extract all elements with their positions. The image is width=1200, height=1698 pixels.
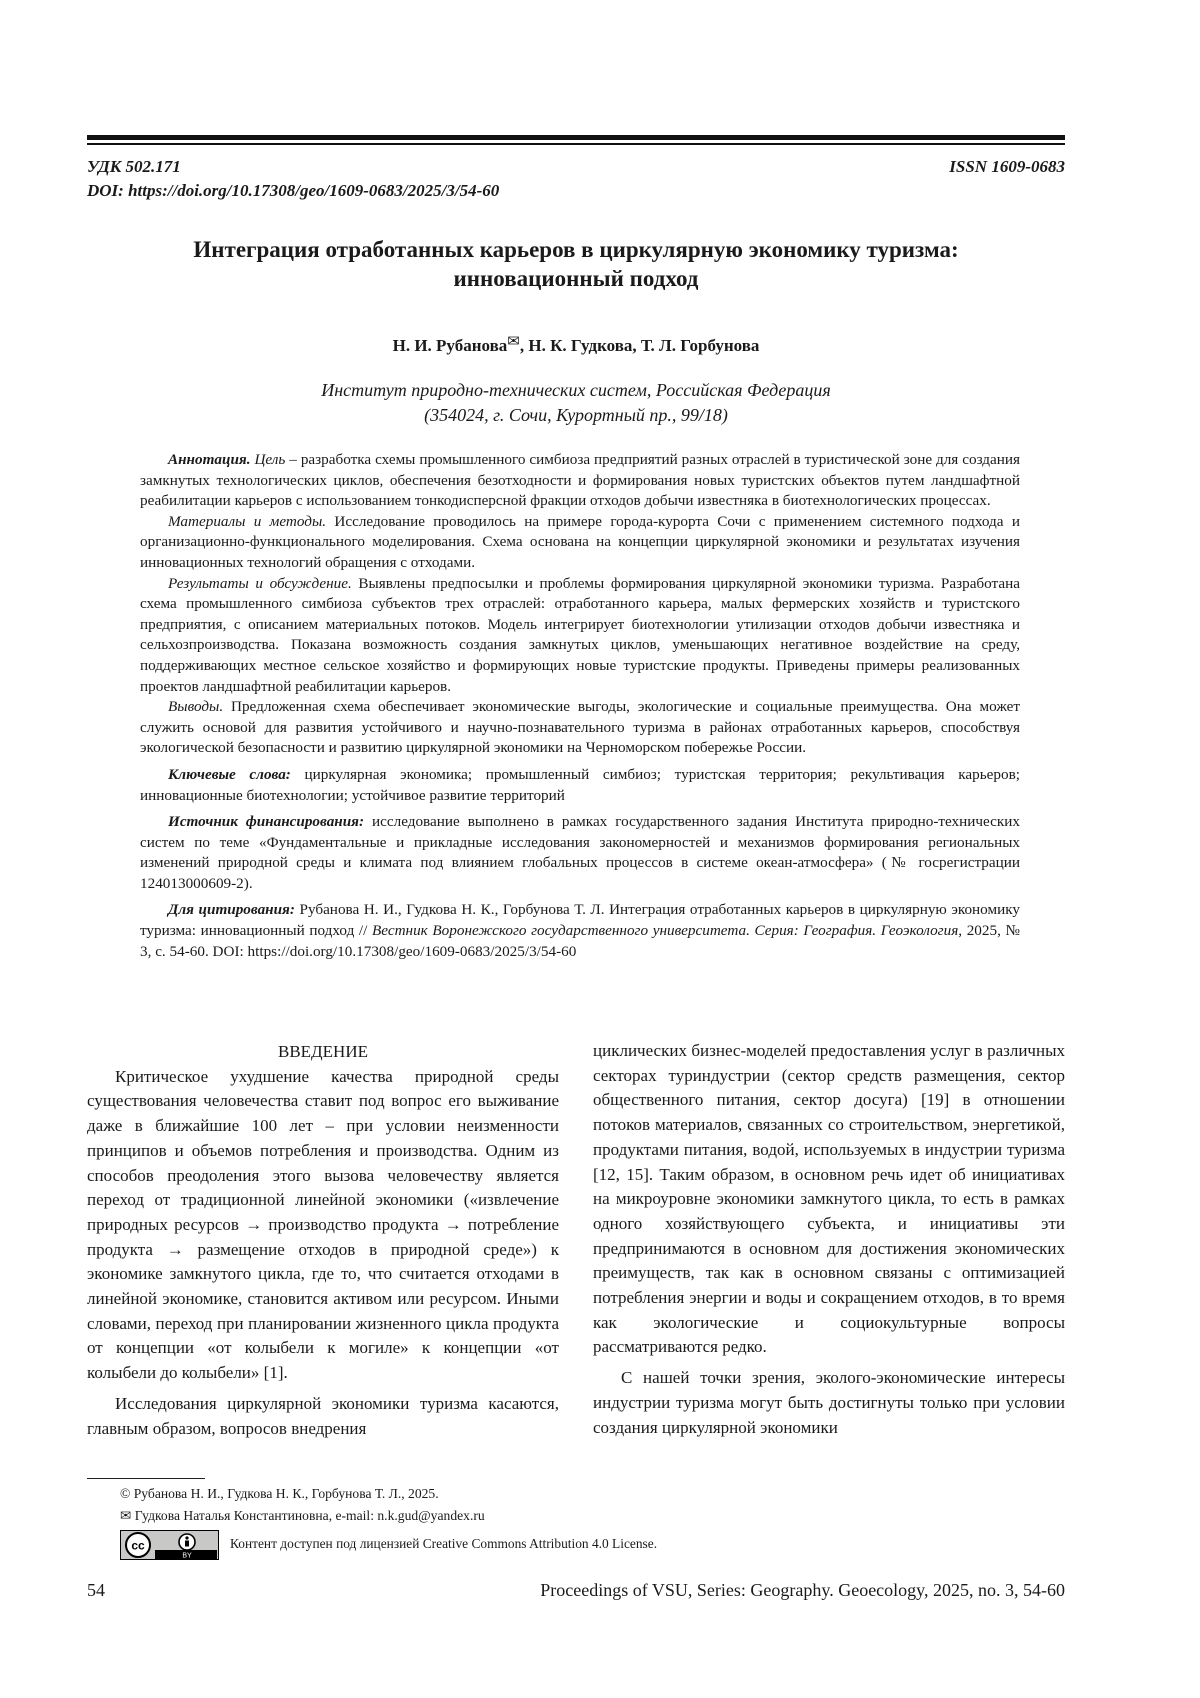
methods-label: Материалы и методы. (168, 513, 326, 530)
doi: DOI: https://doi.org/10.17308/geo/1609-0683/2025/3/54-60 (87, 179, 499, 203)
abstract-label: Аннотация. (168, 451, 251, 468)
body-paragraph: С нашей точки зрения, эколого-экономические интересы индустрии туризма могут быть достигнуты только при условии создания циркулярной экономики (593, 1366, 1065, 1440)
keywords-label: Ключевые слова: (168, 766, 291, 783)
copyright-note: © Рубанова Н. И., Гудкова Н. К., Горбунова Т. Л., 2025. (120, 1483, 485, 1505)
conclusions-label: Выводы. (168, 698, 223, 715)
footnote-rule (87, 1478, 205, 1479)
results-label: Результаты и обсуждение. (168, 575, 352, 592)
keywords (140, 765, 1020, 806)
goal-label: Цель (254, 451, 285, 468)
contact-note (120, 1505, 485, 1527)
citation-label: Для цитирования: (168, 901, 295, 918)
body-paragraph: Критическое ухудшение качества природной среды существования человечества ставит под вопрос его выживание даже в ближайшие 100 лет – при условии неизменности принципов и объемов потребления и производства. Одним из способов преодоления этого вызова человечеству является переход от традиционной линейной экономики («извлечение природных ресурсов → производство продукта → потребление продукта → размещение отходов в природной среде») к экономике замкнутого цикла, где то, что считается отходами в линейной экономике, становится активом или ресурсом. Иными словами, переход при планировании жизненного цикла продукта от концепции «от колыбели к могиле» к концепции «от колыбели до колыбели» [1]. (87, 1065, 559, 1386)
abstract-methods (140, 512, 1020, 574)
goal-text: – разработка схемы промышленного симбиоза предприятий разных отраслей в туристической зоне для создания замкнутых технологических циклов, обеспечения безотходности и формирования новых туристских объектов путем ландшафтной реабилитации карьеров с использованием тонкодисперсной фракции отходов добычи известняка в биотехнологических процессах. (140, 451, 1020, 509)
cc-badge-graphic (121, 1531, 218, 1559)
results-text: Выявлены предпосылки и проблемы формирования циркулярной экономики туризма. Разработана схема промышленного симбиоза субъектов трех отраслей: отработанного карьера, малых фермерских хозяйств и туристского предприятия, с описанием материальных потоков. Модель интегрирует биотехнологии утилизации отходов добычи известняка и сельхозпроизводства. Показана возможность создания замкнутых циклов, уменьшающих негативное воздействие на среду, поддерживающих местное сельское хозяйство и формирующих новые туристские продукты. Приведены примеры реализованных проектов ландшафтной реабилитации карьеров. (140, 575, 1020, 695)
conclusions-text: Предложенная схема обеспечивает экономические выгоды, экологические и социальные преимущества. Она может служить основой для развития устойчивого и научно-познавательного туризма в районах отработанных карьеров, способствуя экологической безопасности и развитию циркулярной экономики на Черноморском побережье России. (140, 698, 1020, 756)
keywords-text: циркулярная экономика; промышленный симбиоз; туристская территория; рекультивация карьеров; инновационные биотехнологии; устойчивое развитие территорий (140, 766, 1020, 804)
contact-text: Гудкова Наталья Константиновна, e-mail: n.k.gud@yandex.ru (135, 1508, 485, 1523)
corresponding-author: Н. И. Рубанова (393, 336, 508, 355)
journal-reference: Proceedings of VSU, Series: Geography. Geoecology, 2025, no. 3, 54-60 (540, 1580, 1065, 1601)
affiliation-line-2: (354024, г. Сочи, Курортный пр., 99/18) (87, 403, 1065, 428)
citation-journal: Вестник Воронежского государственного университета. Серия: География. Геоэкология, (372, 922, 962, 939)
funding (140, 812, 1020, 894)
title-line-2: инновационный подход (87, 264, 1065, 293)
funding-label: Источник финансирования: (168, 813, 364, 830)
title-line-1: Интеграция отработанных карьеров в циркулярную экономику туризма: (87, 235, 1065, 264)
abstract-conclusions (140, 697, 1020, 759)
envelope-icon: ✉ (507, 334, 520, 350)
citation-text: Рубанова Н. И., Гудкова Н. К., Горбунова Т. Л. Интеграция отработанных карьеров в циркулярную экономику туризма: инновационный подход // (140, 901, 1020, 939)
section-title: ВВЕДЕНИЕ (87, 1040, 559, 1065)
authors (87, 330, 1065, 358)
affiliation (87, 378, 1065, 428)
body-column-left (87, 1040, 559, 1441)
citation (140, 900, 1020, 962)
svg-text:cc: cc (131, 1539, 145, 1553)
body-paragraph: циклических бизнес-моделей предоставления услуг в различных секторах туриндустрии (сектор средств размещения, сектор общественного питания, сектор досуга) [19] в отношении потоков материалов, связанных со строительством, энергетикой, продуктами питания, водой, используемых в индустрии туризма [12, 15]. Таким образом, в основном речь идет об инициативах на микроуровне экономики замкнутого цикла, то есть в рамках одного хозяйствующего субъекта, и инициативы эти предпринимаются в основном для достижения экономических преимуществ, так как в основном связаны с оптимизацией потребления энергии и воды и сокращением отходов, в то время как экологические и социокультурные вопросы рассматриваются редко. (593, 1039, 1065, 1360)
abstract-goal (140, 450, 1020, 512)
issn: ISSN 1609-0683 (949, 155, 1065, 179)
header-rule-thin (87, 143, 1065, 145)
license-text: Контент доступен под лицензией Creative Commons Attribution 4.0 License. (230, 1536, 657, 1552)
page-number: 54 (87, 1580, 105, 1601)
co-authors: , Н. К. Гудкова, Т. Л. Горбунова (520, 336, 760, 355)
article-title (87, 235, 1065, 293)
footnotes (120, 1483, 485, 1527)
citation-tail: 2025, № 3, с. 54-60. DOI: https://doi.org/10.17308/geo/1609-0683/2025/3/54-60 (140, 922, 1020, 960)
cc-by-label: BY (182, 1553, 192, 1560)
funding-text: исследование выполнено в рамках государственного задания Института природно-технических систем по теме «Фундаментальные и прикладные исследования закономерностей и механизмов формирования региональных изменений природной среды и климата под влиянием глобальных процессов в системе океан-атмосфера» (№ госрегистрации 124013000609-2). (140, 813, 1020, 892)
body-column-right (593, 1039, 1065, 1440)
affiliation-line-1: Институт природно-технических систем, Российская Федерация (87, 378, 1065, 403)
abstract-results (140, 574, 1020, 698)
article-page (0, 0, 1200, 1698)
header-rule-thick (87, 135, 1065, 140)
envelope-icon: ✉ (120, 1508, 135, 1523)
methods-text: Исследование проводилось на примере города-курорта Сочи с применением системного подхода и организационно-функционального моделирования. Схема основана на концепции циркулярной экономики и результатах изучения инновационных технологий обращения с отходами. (140, 513, 1020, 571)
body-paragraph: Исследования циркулярной экономики туризма касаются, главным образом, вопросов внедрения (87, 1392, 559, 1441)
udk-code: УДК 502.171 (87, 155, 181, 179)
abstract-block (140, 450, 1020, 962)
cc-license-badge[interactable] (120, 1530, 219, 1560)
